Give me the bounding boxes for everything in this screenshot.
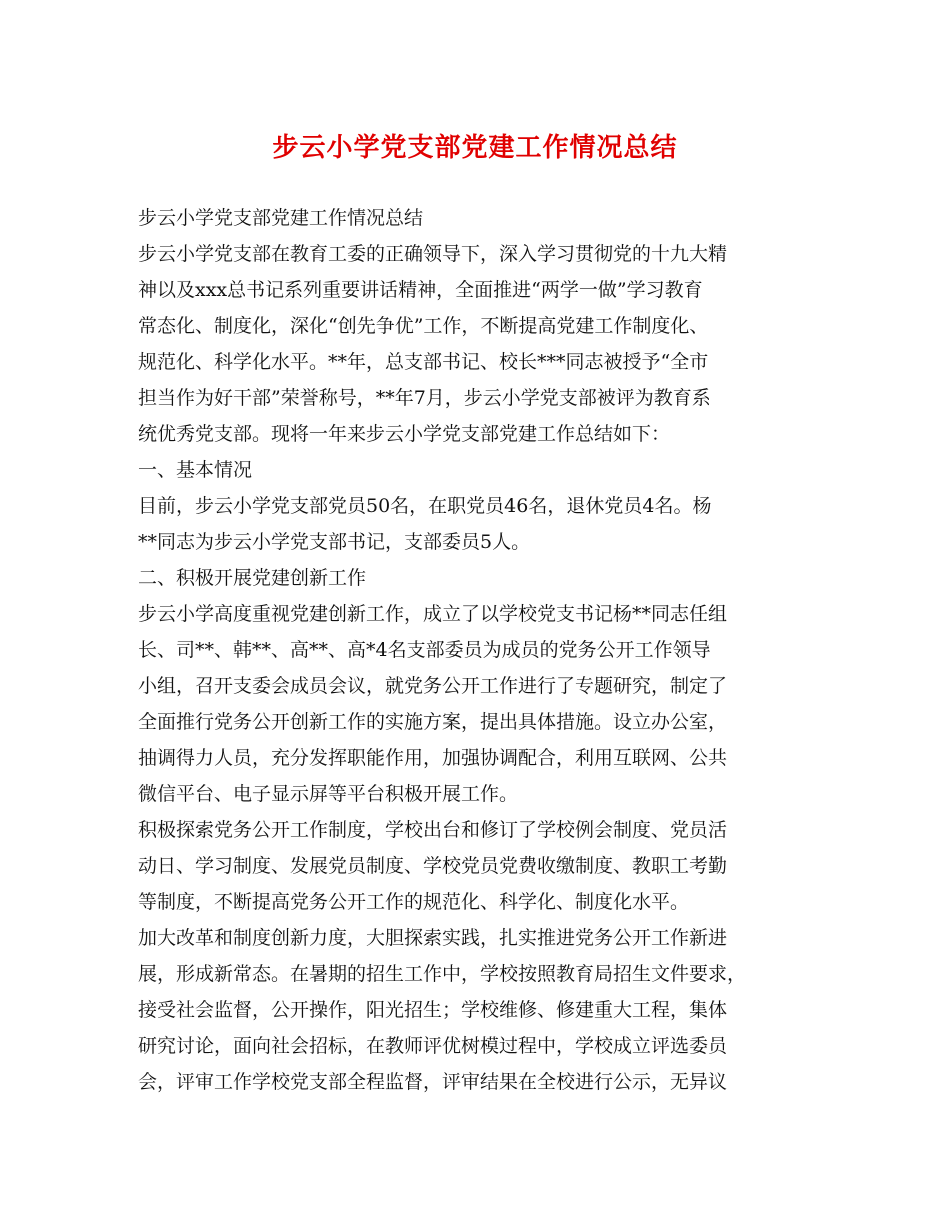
document-body <box>138 200 814 1100</box>
text-line: 研究讨论，面向社会招标，在教师评优树模过程中，学校成立评选委员 <box>138 1035 728 1057</box>
text-line: 微信平台、电子显示屏等平台积极开展工作。 <box>138 783 519 805</box>
text-line: 步云小学党支部党建工作情况总结 <box>138 207 424 229</box>
text-line: **同志为步云小学党支部书记，支部委员5人。 <box>138 531 531 553</box>
text-line: 积极探索党务公开工作制度，学校出台和修订了学校例会制度、党员活 <box>138 819 728 841</box>
text-line: 等制度，不断提高党务公开工作的规范化、科学化、制度化水平。 <box>138 891 690 913</box>
text-line: 会，评审工作学校党支部全程监督，评审结果在全校进行公示，无异议 <box>138 1071 728 1093</box>
text-line: 常态化、制度化，深化“创先争优”工作，不断提高党建工作制度化、 <box>138 315 709 337</box>
text-line: 步云小学高度重视党建创新工作，成立了以学校党支书记杨**同志任组 <box>138 603 728 625</box>
text-line: 全面推行党务公开创新工作的实施方案，提出具体措施。设立办公室， <box>138 711 728 733</box>
text-line: 加大改革和制度创新力度，大胆探索实践，扎实推进党务公开工作新进 <box>138 927 728 949</box>
text-line: 步云小学党支部在教育工委的正确领导下，深入学习贯彻党的十九大精 <box>138 243 728 265</box>
text-line: 目前，步云小学党支部党员50名，在职党员46名，退休党员4名。杨 <box>138 495 712 517</box>
text-line: 抽调得力人员，充分发挥职能作用，加强协调配合，利用互联网、公共 <box>138 747 728 769</box>
section-heading: 一、基本情况 <box>138 459 253 481</box>
text-line: 接受社会监督，公开操作，阳光招生；学校维修、修建重大工程，集体 <box>138 999 728 1021</box>
text-line: 长、司**、韩**、高**、高*4名支部委员为成员的党务公开工作领导 <box>138 639 711 661</box>
text-line: 统优秀党支部。现将一年来步云小学党支部党建工作总结如下： <box>138 423 671 445</box>
text-line: 动日、学习制度、发展党员制度、学校党员党费收缴制度、教职工考勤 <box>138 855 728 877</box>
section-heading: 二、积极开展党建创新工作 <box>138 567 367 589</box>
text-line: 神以及xxx总书记系列重要讲话精神，全面推进“两学一做”学习教育 <box>138 279 703 301</box>
text-line: 展，形成新常态。在暑期的招生工作中，学校按照教育局招生文件要求， <box>138 963 747 985</box>
document-title: 步云小学党支部党建工作情况总结 <box>272 133 678 163</box>
text-line: 小组，召开支委会成员会议，就党务公开工作进行了专题研究，制定了 <box>138 675 728 697</box>
text-line: 规范化、科学化水平。**年，总支部书记、校长***同志被授予“全市 <box>138 351 709 373</box>
text-line: 担当作为好干部”荣誉称号，**年7月，步云小学党支部被评为教育系 <box>138 387 711 409</box>
